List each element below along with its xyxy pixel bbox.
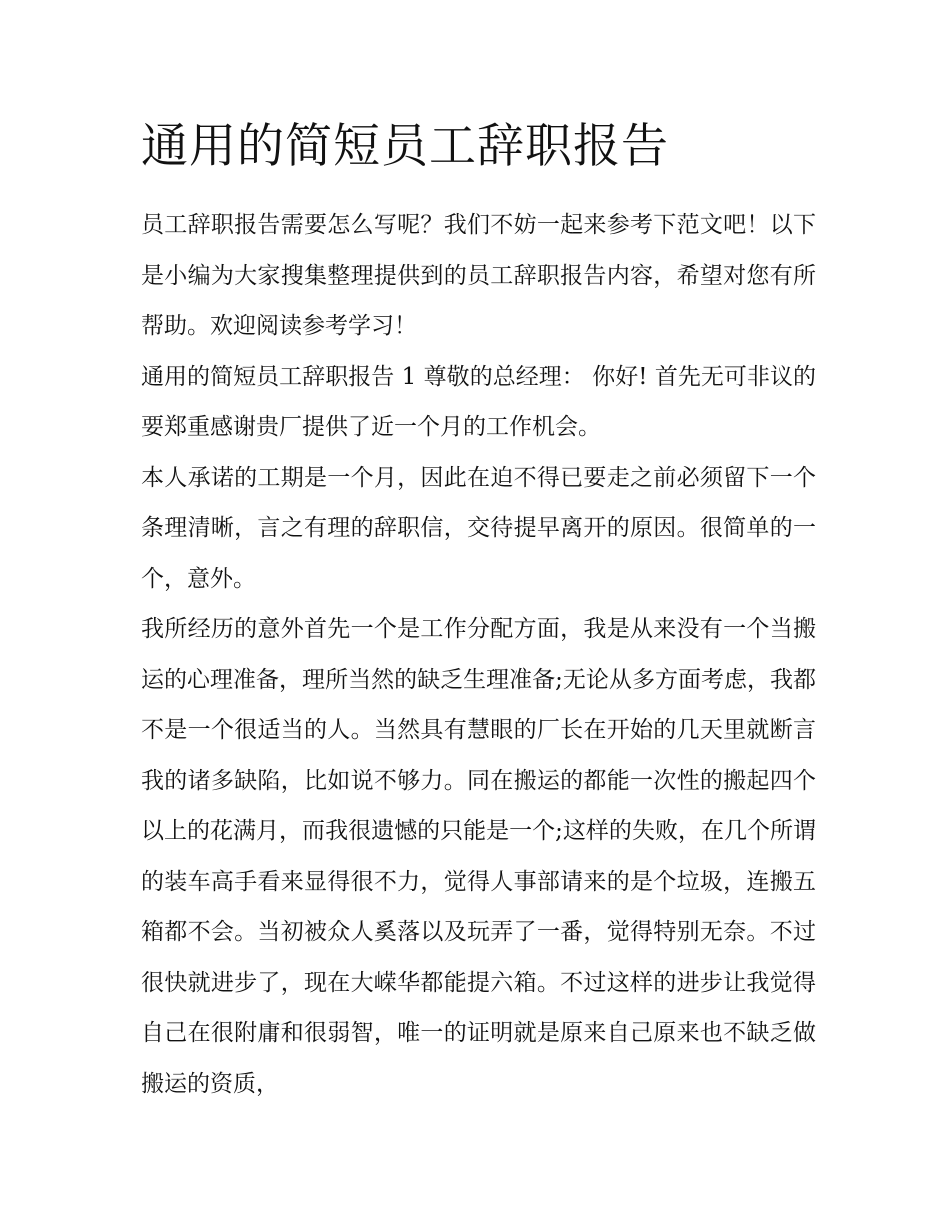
paragraph-commitment: 本人承诺的工期是一个月，因此在迫不得已要走之前必须留下一个条理清晰，言之有理的辞职信，交待提早离开的原因。很简单的一个，意外。	[141, 464, 816, 592]
paragraph-salutation: 通用的简短员工辞职报告 1 尊敬的总经理： 你好! 首先无可非议的要郑重感谢贵厂提供了近一个月的工作机会。	[141, 363, 816, 440]
paragraph-experience: 我所经历的意外首先一个是工作分配方面，我是从来没有一个当搬运的心理准备，理所当然的缺乏生理准备;无论从多方面考虑，我都不是一个很适当的人。当然具有慧眼的厂长在开始的几天里就断言我的诸多缺陷，比如说不够力。同在搬运的都能一次性的搬起四个以上的花满月，而我很遗憾的只能是一个;这样的失败，在几个所谓的装车高手看来显得很不力，觉得人事部请来的是个垃圾，连搬五箱都不会。当初被众人奚落以及玩弄了一番，觉得特别无奈。不过很快就进步了，现在大嵘华都能提六箱。不过这样的进步让我觉得自己在很附庸和很弱智，唯一的证明就是原来自己原来也不缺乏做搬运的资质，	[141, 616, 816, 1097]
document-title: 通用的简短员工辞职报告	[141, 119, 669, 174]
document-page	[141, 112, 816, 1109]
paragraph-intro: 员工辞职报告需要怎么写呢？我们不妨一起来参考下范文吧！以下是小编为大家搜集整理提供到的员工辞职报告内容，希望对您有所帮助。欢迎阅读参考学习！	[141, 212, 816, 339]
